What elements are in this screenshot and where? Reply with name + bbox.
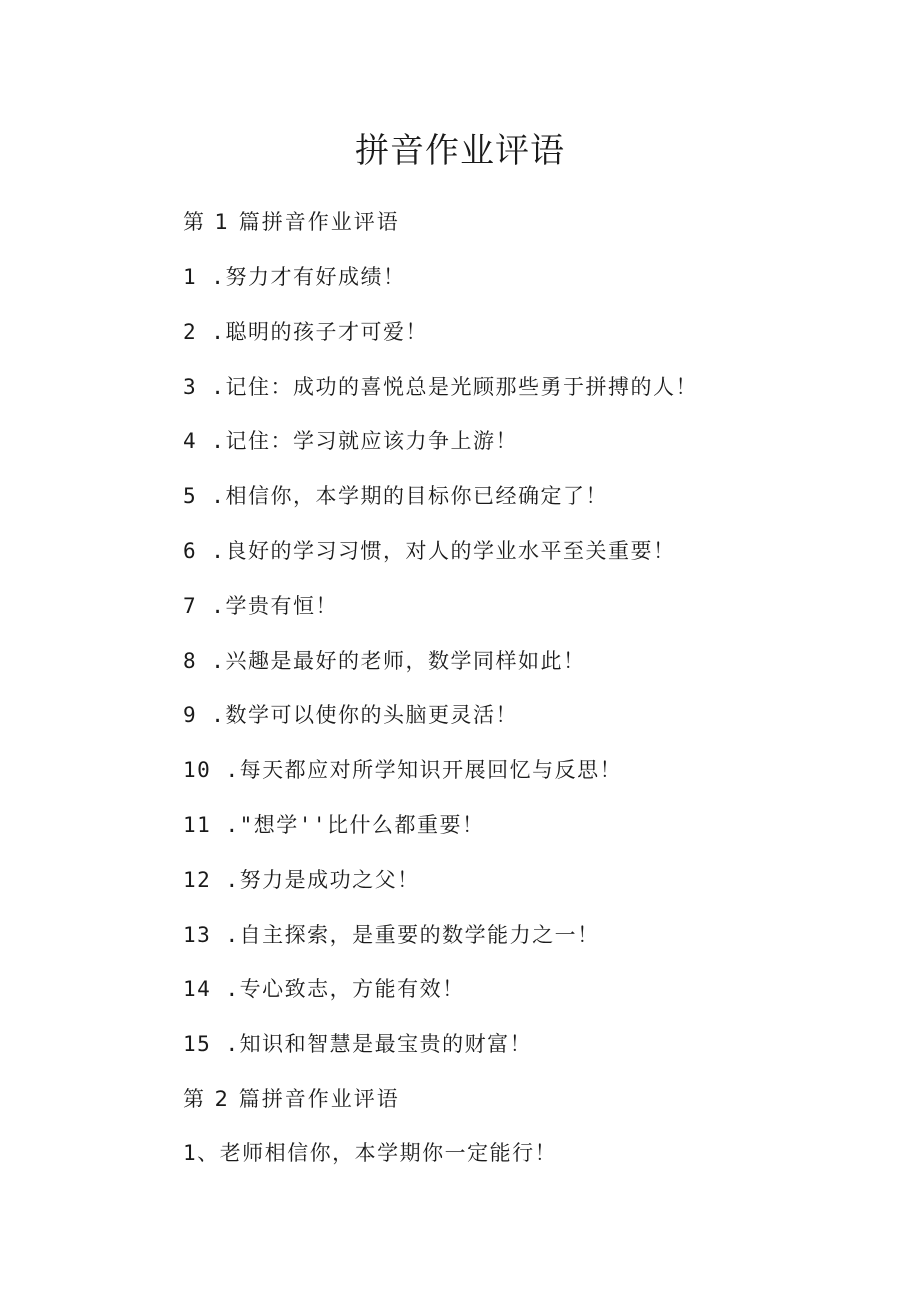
item-separator: . <box>197 703 226 727</box>
item-text: 专心致志，方能有效！ <box>239 977 465 1001</box>
item-separator: . <box>211 977 240 1001</box>
item-number: 14 <box>183 977 212 1001</box>
item-text: 良好的学习习惯，对人的学业水平至关重要！ <box>225 539 676 563</box>
item-number: 3 <box>183 375 198 399</box>
list-item <box>183 318 903 346</box>
item-number: 1 <box>183 1141 198 1165</box>
item-text: 记住：成功的喜悦总是光顾那些勇于拼搏的人！ <box>225 375 698 399</box>
item-separator: . <box>197 375 226 399</box>
item-text: "想学''比什么都重要！ <box>239 813 485 837</box>
list-item <box>183 756 903 784</box>
item-number: 8 <box>183 649 198 673</box>
list-item <box>183 427 903 455</box>
item-separator: . <box>197 265 226 289</box>
item-separator: . <box>197 484 226 508</box>
item-text: 兴趣是最好的老师，数学同样如此！ <box>225 649 586 673</box>
item-separator: . <box>197 594 226 618</box>
item-separator: . <box>211 868 240 892</box>
list-item <box>183 373 903 401</box>
list-item <box>183 1139 903 1167</box>
item-text: 老师相信你，本学期你一定能行！ <box>219 1141 558 1165</box>
list-item <box>183 1030 903 1058</box>
item-text: 学贵有恒！ <box>225 594 338 618</box>
item-separator: . <box>197 320 226 344</box>
item-number: 11 <box>183 813 212 837</box>
list-item <box>183 866 903 894</box>
item-number: 1 <box>183 265 198 289</box>
item-text: 努力才有好成绩！ <box>225 265 406 289</box>
list-item <box>183 811 903 839</box>
item-text: 数学可以使你的头脑更灵活！ <box>225 703 518 727</box>
list-item <box>183 537 903 565</box>
item-separator: . <box>197 539 226 563</box>
item-number: 5 <box>183 484 198 508</box>
list-item <box>183 482 903 510</box>
item-number: 12 <box>183 868 212 892</box>
item-separator: . <box>211 758 240 782</box>
item-text: 记住：学习就应该力争上游！ <box>225 429 518 453</box>
document-title: 拼音作业评语 <box>355 131 565 171</box>
item-number: 15 <box>183 1032 212 1056</box>
section-heading-2: 第 2 篇拼音作业评语 <box>183 1087 400 1111</box>
item-text: 知识和智慧是最宝贵的财富！ <box>239 1032 533 1056</box>
item-number: 7 <box>183 594 198 618</box>
item-text: 每天都应对所学知识开展回忆与反思！ <box>239 758 623 782</box>
item-text: 聪明的孩子才可爱！ <box>225 320 428 344</box>
item-separator: . <box>211 1032 240 1056</box>
item-text: 自主探索，是重要的数学能力之一！ <box>239 923 600 947</box>
list-item <box>183 592 903 620</box>
list-item <box>183 975 903 1003</box>
list-item <box>183 263 903 291</box>
item-text: 努力是成功之父！ <box>239 868 420 892</box>
list-item <box>183 647 903 675</box>
item-number: 9 <box>183 703 198 727</box>
list-item <box>183 701 903 729</box>
item-number: 4 <box>183 429 198 453</box>
item-number: 6 <box>183 539 198 563</box>
item-number: 2 <box>183 320 198 344</box>
item-separator: . <box>197 429 226 453</box>
item-separator: . <box>197 649 226 673</box>
item-separator: . <box>211 813 240 837</box>
item-number: 13 <box>183 923 212 947</box>
item-text: 相信你，本学期的目标你已经确定了！ <box>225 484 608 508</box>
item-separator: . <box>211 923 240 947</box>
item-separator: 、 <box>197 1141 220 1165</box>
section-heading-1: 第 1 篇拼音作业评语 <box>183 210 400 234</box>
item-number: 10 <box>183 758 212 782</box>
list-item <box>183 921 903 949</box>
